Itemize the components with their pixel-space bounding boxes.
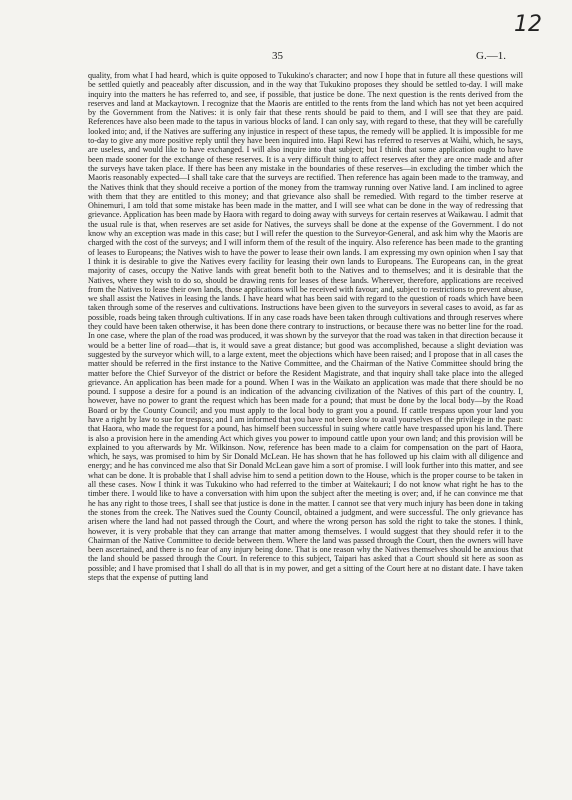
page-number: 35 [272, 50, 283, 62]
body-paragraph: quality, from what I had heard, which is quite opposed to Tukukino's character; and now I hope that in future all these questions will be settled quietly and peaceably after discussion, and in the way that Tukukino proposes they should be settled to-day. I will make inquiry into the matters he has referred to, and see, if possible, that justice be done. The next question is the rents derived from the reserves and land at Mackaytown. I recognize that the Maoris are entitled to the rents from the land which has not yet been acquired by the Government from the Natives: it is only fair that these rents should be paid to them, and I will see that they are paid. References have also been made to the tapus in various blocks of land. I can only say, with regard to these, that they will be carefully looked into; and, if the Natives are suffering any injustice in respect of these tapus, the remedy will be applied. It is impossible for me to-day to give any more positive reply until they have been inquired into. Hapi Rewi has referred to reserves at Waihi, which, he says, are useless, and would like to have exchanged. I will also inquire into that subject; but I think that some application ought to have been made sooner for the exchange of these reserves. It is a very difficult thing to affect reserves after they are once made and after the surveys have taken place. If there has been any mistake in the boundaries of these reserves—in excluding the timber which the Maoris reasonably expected—I shall take care that the surveys are rectified. Then reference has again been made to the tramway, and the Natives think that they should receive a portion of the money from the tramway running over Native land. I am inclined to agree with them that they are entitled to this money; and that grievance also shall be remedied. With regard to the timber reserve at Ohinemuri, I am told that some mistake has been made in the matter, and I will see what can be done in the way of redressing that grievance. Application has been made by Haora with regard to doing away with surveys for certain reserves at Waikawau. I admit that the usual rule is that, when reserves are set aside for Natives, the surveys shall be done at the expense of the Government. I do not know why an exception was made in this case; but I will refer the question to the Surveyor-General, and ask him why the Maoris are charged with the cost of the surveys; and I will inform them of the result of the inquiry. Also reference has been made to the granting of leases to Europeans; the Natives wish to have the power to lease their own lands. I am expressing my own opinion when I say that I think it is desirable to give the Natives every facility for leasing their own lands to Europeans. The Europeans can, in the great majority of cases, occupy the Native lands with great benefit both to the Natives and to themselves; and it is desirable that the Natives, where they wish to do so, should be drawing rents for leases of these lands. Wherever, therefore, applications are received from the Natives to lease their own lands, those applications will be received with favour; and, subject to restrictions to prevent abuse, we shall assist the Natives in leasing the lands. I have heard what has been said with regard to the question of roads which have been taken through some of the reserves and cultivations. Instructions have been given to the surveyors in several cases to avoid, as far as possible, roads being taken through cultivations. If in any case roads have been taken through cultivations and through reserves where they could have been taken otherwise, it has been done there contrary to instructions, or because there was no better line for the road. In one case, where the plan of the road was produced, it was shown by the surveyor that the road was taken in that direction because it would be a better line of road—that is, it would save a great distance; but good was accomplished, because a slight deviation was suggested by the surveyor which will, to a large extent, meet the objections which have been raised; and I propose that in all cases the matter should be referred in the first instance to the Native Committee, and the Chairman of the Native Committee should bring the matter before the Chief Surveyor of the district or before the Resident Magistrate, and that inquiry shall take place into the alleged grievance. An application has been made for a pound. When I was in the Waikato an application was made that there should be no pound. I suppose a desire for a pound is an indication of the advancing civilization of the Natives of this part of the country. I, however, have no power to grant the request which has been made for a pound; that must be done by the local body—by the Road Board or by the County Council; and you must apply to the local body to grant you a pound. If cattle trespass upon your land you have a right by law to sue for trespass; and I am informed that you have not been slow to avail yourselves of the privilege in the past: that Haora, who made the request for a pound, has himself been successful in suing where cattle have trespassed upon his land. There is also a provision here in the amending Act which gives you power to impound cattle upon your own land; and this provision will be explained to you afterwards by Mr. Wilkinson. Now, reference has been made to a claim for compensation on the part of Haora, which, he says, was promised to him by Sir Donald McLean. He has shown that he has followed up his claim with all diligence and energy; and he has convinced me also that Sir Donald McLean gave him a sort of promise. I will look further into this matter, and see what can be done. It is probable that I shall advise him to send a petition down to the House, which is the proper course to be taken in all these cases. Now I think it was Tukukino who had referred to the timber at Waitekauri; I do not know what right he has to the timber there. I would like to have a conversation with him upon the subject after the meeting is over; and, if he can convince me that he has any right to those trees, I shall see that justice is done in the matter. I cannot see that very much injury has been done in taking the stones from the creek. The Natives sued the County Council, obtained a judgment, and were successful. The only grievance has arisen where the land had not passed through the Court, and where the wrong person has sold the right to take the stones. I think, however, it is very probable that they can arrange that matter among themselves. I would suggest that they should refer it to the Chairman of the Native Committee to decide between them. Where the land was passed through the Court, then the owners will have been ascertained, and there is no fear of any injury being done. That is one reason why the Natives themselves should be anxious that the land should be passed through the Court. In reference to this subject, Taipari has asked that a Court should sit here as soon as possible; and I have promised that I shall do all that is in my power, and get a sitting of the Court here at no distant date. I have taken steps that the expense of putting land [88, 71, 523, 583]
body-text [88, 71, 523, 582]
handwritten-page-number: 12 [514, 12, 542, 37]
document-reference: G.—1. [476, 50, 506, 62]
